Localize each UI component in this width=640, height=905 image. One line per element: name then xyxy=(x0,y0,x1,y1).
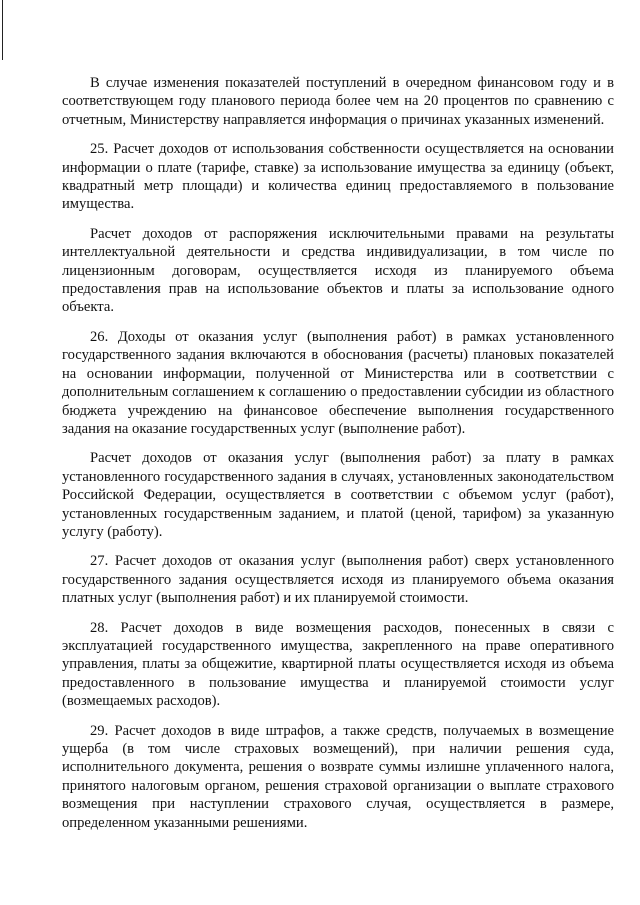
paragraph-28-expense-reimbursement: 28. Расчет доходов в виде возмещения расходов, понесенных в связи с эксплуатацией государственного имущества, закрепленного на праве оперативного управления, платы за общежитие, квартирной платы осуществляется исходя из объема предоставленного в пользование имущества и планируемой стоимости услуг (возмещаемых расходов). xyxy=(62,619,614,710)
document-body xyxy=(62,74,614,843)
paragraph-25-property-income: 25. Расчет доходов от использования собственности осуществляется на основании информации о плате (тарифе, ставке) за использование имущества за единицу (объект, квадратный метр площади) и количества единиц предоставляемого в пользование имущества. xyxy=(62,141,614,213)
paragraph-income-change: В случае изменения показателей поступлений в очередном финансовом году и в соответствующем году планового периода более чем на 20 процентов по сравнению с отчетным, Министерству направляется информация о причинах указанных изменений. xyxy=(62,75,614,128)
page-edge-line xyxy=(2,0,3,60)
paragraph-27-extra-services-income: 27. Расчет доходов от оказания услуг (выполнения работ) сверх установленного государственного задания осуществляется исходя из планируемого объема оказания платных услуг (выполнения работ) и их планируемой стоимости. xyxy=(62,553,614,607)
paragraph-exclusive-rights-income: Расчет доходов от распоряжения исключительными правами на результаты интеллектуальной деятельности и средства индивидуализации, в том числе по лицензионным договорам, осуществляется исходя из планируемого объема предоставления прав на использование объектов и платы за использование одного объекта. xyxy=(62,225,614,316)
paragraph-29-fines-income: 29. Расчет доходов в виде штрафов, а также средств, получаемых в возмещение ущерба (в том числе страховых возмещений), при наличии решения суда, исполнительного документа, решения о возврате суммы излишне уплаченного налога, принятого налоговым органом, решения страховой организации о выплате страхового возмещения при наступлении страхового случая, осуществляется в размере, определенном указанными решениями. xyxy=(62,722,614,831)
paragraph-paid-services-income: Расчет доходов от оказания услуг (выполнения работ) за плату в рамках установленного государственного задания в случаях, установленных законодательством Российской Федерации, осуществляется в соответствии с объемом услуг (работ), установленных государственным заданием, и платой (ценой, тарифом) за указанную услугу (работу). xyxy=(62,450,614,540)
paragraph-26-state-assignment-income: 26. Доходы от оказания услуг (выполнения работ) в рамках установленного государственного задания включаются в обоснования (расчеты) плановых показателей на основании информации, полученной от Министерства или в соответствии с дополнительным соглашением к соглашению о предоставлении субсидии из областного бюджета учреждению на финансовое обеспечение выполнения государственного задания на оказание государственных услуг (выполнение работ). xyxy=(62,328,614,437)
